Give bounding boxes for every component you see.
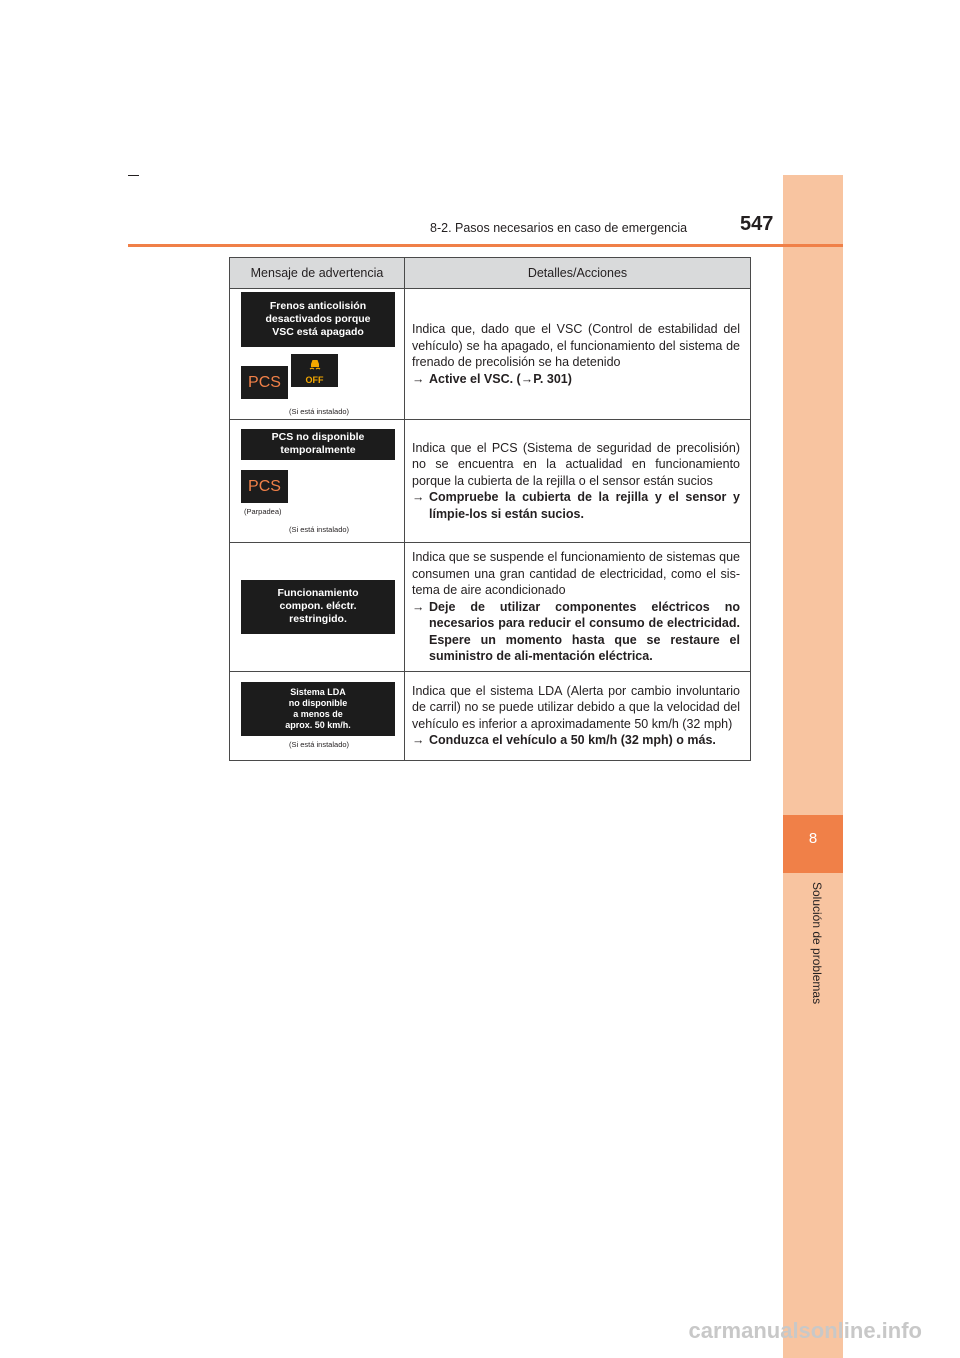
column-header-message: Mensaje de advertencia: [230, 258, 405, 289]
chapter-title: Solución de problemas: [810, 882, 824, 1005]
arrow-icon: →: [412, 733, 425, 747]
pcs-indicator-icon: PCS: [241, 366, 288, 399]
section-title: 8-2. Pasos necesarios en caso de emergencia: [430, 221, 688, 235]
details-cell: [405, 671, 751, 760]
display-line: restringido.: [289, 613, 347, 626]
installation-note: (Si está instalado): [289, 407, 350, 416]
details-cell: [405, 420, 751, 543]
pcs-indicator-icon: PCS: [241, 470, 288, 503]
message-cell: [230, 420, 405, 543]
blink-note: (Parpadea): [244, 506, 282, 516]
display-line: Frenos anticolisión: [269, 300, 367, 312]
display-line: aprox. 50 km/h.: [285, 720, 351, 730]
chapter-number: 8: [808, 830, 818, 847]
details-cell: [405, 289, 751, 420]
warning-display: [241, 682, 395, 736]
display-line: desactivados porque: [265, 313, 371, 325]
action-text: [412, 599, 740, 665]
page-number: 547: [740, 213, 774, 235]
arrow-icon: →: [412, 371, 425, 386]
header-rule: [128, 244, 843, 247]
warning-display: [241, 580, 395, 634]
indicator-group: [241, 470, 403, 503]
warning-message-table: [229, 257, 751, 761]
display-line: no disponible: [288, 698, 348, 708]
detail-text: Indica que, dado que el VSC (Control de estabilidad del vehículo) se ha apagado, el funcionamiento del sistema de frenado de precolisión se ha detenido: [412, 322, 740, 369]
column-header-details: Detalles/Acciones: [405, 258, 751, 289]
message-cell: [230, 289, 405, 420]
display-line: Funcionamiento: [277, 587, 359, 600]
arrow-icon: →: [412, 490, 425, 505]
action-text: [412, 732, 740, 749]
arrow-icon: →: [412, 599, 425, 614]
display-line: PCS no disponible: [271, 431, 365, 443]
table-row: [230, 420, 751, 543]
action-label: Active el VSC. (→P. 301): [429, 371, 572, 386]
display-line: VSC está apagado: [272, 326, 364, 338]
watermark: carmanualsonline.info: [688, 1318, 922, 1343]
detail-text: Indica que el PCS (Sistema de seguridad de precolisión) no se encuentra en la actualidad en funcionamiento porque la cubierta de la rejilla o el sensor están sucios: [412, 440, 740, 488]
action-label: Deje de utilizar componentes eléctricos no necesarios para reducir el consumo de electricidad. Espere un momento hasta que se restaure el suministro de ali-mentación eléctrica.: [429, 599, 740, 663]
display-line: Sistema LDA: [290, 687, 346, 697]
message-cell: [230, 671, 405, 760]
action-text: [412, 489, 740, 522]
warning-display: [241, 429, 395, 460]
action-label: Compruebe la cubierta de la rejilla y el sensor y límpie-los si están sucios.: [429, 490, 740, 521]
installation-note: (Si está instalado): [289, 740, 350, 749]
detail-text: Indica que se suspende el funcionamiento de sistemas que consumen una gran cantidad de electricidad, como el sis-tema de aire acondicionado: [412, 550, 740, 597]
display-line: compon. eléctr.: [279, 600, 357, 613]
detail-text: Indica que el sistema LDA (Alerta por cambio involuntario de carril) no se puede utilizar debido a que la velocidad del vehículo es inferior a aproximadamente 50 km/h (32 mph): [412, 683, 740, 731]
crop-mark: [128, 175, 139, 176]
installation-note: (Si está instalado): [289, 524, 350, 534]
details-cell: [405, 543, 751, 672]
off-label: OFF: [305, 375, 324, 385]
action-label: Conduzca el vehículo a 50 km/h (32 mph) o más.: [429, 733, 716, 747]
skid-car-icon: [308, 358, 322, 371]
table-row: [230, 543, 751, 672]
chapter-number-tab: [783, 815, 843, 873]
display-line: a menos de: [293, 709, 343, 719]
vsc-off-indicator-icon: [291, 354, 338, 387]
display-line: temporalmente: [280, 444, 356, 456]
table-row: [230, 289, 751, 420]
indicator-group: [241, 354, 403, 399]
table-header-row: [230, 258, 751, 289]
message-cell: [230, 543, 405, 672]
table-row: [230, 671, 751, 760]
warning-display: [241, 292, 395, 347]
chapter-sidebar: [783, 175, 843, 1358]
action-text: [412, 371, 740, 388]
